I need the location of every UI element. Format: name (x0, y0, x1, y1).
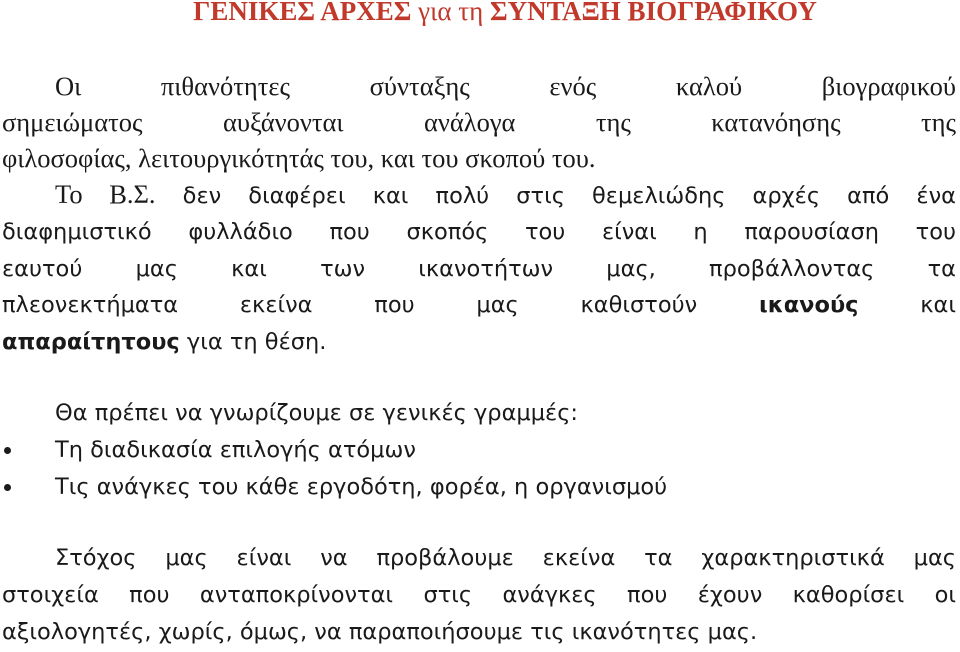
list-item-text: Τις ανάγκες του κάθε εργοδότη, φορέα, η οργανισμού (55, 474, 668, 500)
paragraph-2-line-4-suffix: και (858, 292, 956, 318)
title-part-1: ΓΕΝΙΚΕΣ ΑΡΧΕΣ (193, 0, 412, 26)
list-item (2, 469, 956, 505)
paragraph-1-line-3: φιλοσοφίας, λειτουργικότητάς του, και του σκοπού του. (2, 143, 596, 173)
paragraph-2-line-1 (55, 176, 956, 214)
paragraph-2-line-3: εαυτού μας και των ικανοτήτων μας, προβάλλοντας τα (2, 256, 956, 282)
paragraph-3-line-1: Στόχος μας είναι να προβάλουμε εκείνα τα χαρακτηριστικά μας (55, 545, 956, 571)
bullet-icon (4, 447, 11, 454)
bullet-icon (4, 484, 11, 491)
paragraph-2-line-4 (2, 287, 956, 323)
paragraph-2-line-1-text: δεν διαφέρει και πολύ στις θεμελιώδης αρχές από ένα (155, 183, 956, 209)
list-item-text: Τη διαδικασία επιλογής ατόμων (55, 437, 416, 463)
emphasis-essential: απαραίτητους (2, 329, 180, 355)
paragraph-1-line-2: σημειώματος αυξάνονται ανάλογα της κατανόησης της (2, 107, 956, 137)
list-item (2, 432, 956, 468)
paragraph-2-line-5-text: για τη θέση. (179, 329, 327, 355)
title-part-3: ΣΥΝΤΑΞΗ ΒΙΟΓΡΑΦΙΚΟΥ (489, 0, 817, 26)
paragraph-3-line-3: αξιολογητές, χωρίς, όμως, να παραποιήσουμε τις ικανότητες μας. (2, 619, 758, 645)
paragraph-1-line-1: Οι πιθανότητες σύνταξης ενός καλού βιογραφικού (55, 71, 956, 101)
paragraph-2-line-5 (2, 324, 956, 360)
resume-abbreviation: Το Β.Σ. (55, 179, 156, 209)
title-part-2: για τη (411, 0, 490, 26)
emphasis-capable: ικανούς (758, 292, 859, 318)
list-intro: Θα πρέπει να γνωρίζουμε σε γενικές γραμμές: (55, 400, 579, 426)
paragraph-3-line-2: στοιχεία που ανταποκρίνονται στις ανάγκες που έχουν καθορίσει οι (2, 582, 956, 608)
page-title (0, 0, 960, 28)
paragraph-2-line-4-text: πλεονεκτήματα εκείνα που μας καθιστούν (2, 292, 759, 318)
paragraph-2-line-2: διαφημιστικό φυλλάδιο που σκοπός του είναι η παρουσίαση του (2, 219, 956, 245)
